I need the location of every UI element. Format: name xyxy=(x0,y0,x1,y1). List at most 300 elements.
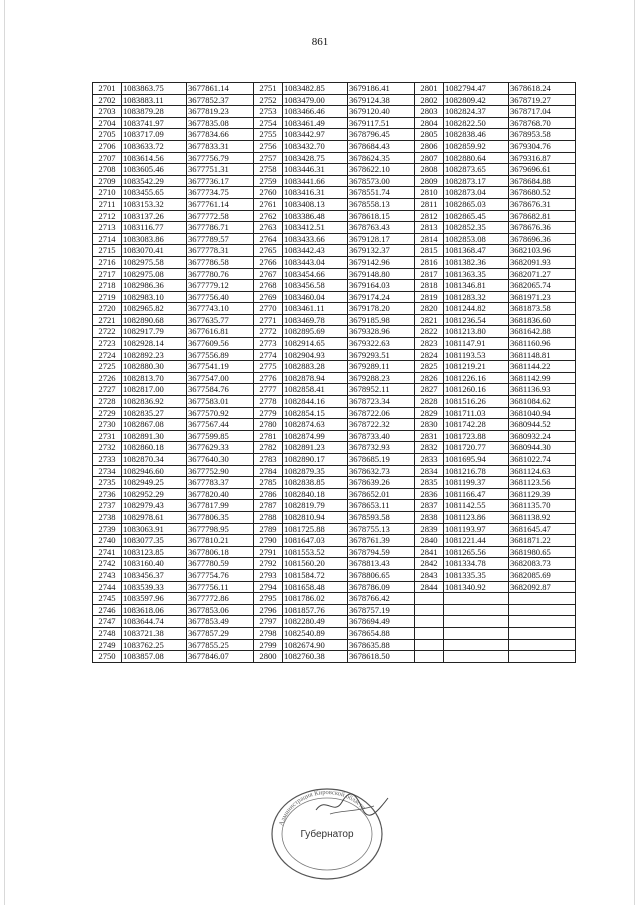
y-coordinate-cell: 3679132.37 xyxy=(348,245,415,257)
table-row xyxy=(93,569,576,581)
x-coordinate-cell: 1082794.47 xyxy=(444,83,509,95)
y-coordinate-cell: 3678755.13 xyxy=(348,523,415,535)
scan-edge-right xyxy=(634,0,635,905)
point-number-cell: 2792 xyxy=(254,558,283,570)
y-coordinate-cell: 3681836.60 xyxy=(509,314,576,326)
y-coordinate-cell: 3681142.99 xyxy=(509,372,576,384)
y-coordinate-cell: 3678635.88 xyxy=(348,639,415,651)
point-number-cell: 2727 xyxy=(93,384,122,396)
point-number-cell: 2733 xyxy=(93,454,122,466)
x-coordinate-cell: 1081711.03 xyxy=(444,407,509,419)
y-coordinate-cell: 3679117.51 xyxy=(348,117,415,129)
y-coordinate-cell: 3678680.52 xyxy=(509,187,576,199)
y-coordinate-cell: 3678719.27 xyxy=(509,94,576,106)
point-number-cell: 2758 xyxy=(254,164,283,176)
table-row xyxy=(93,338,576,350)
point-number-cell: 2708 xyxy=(93,164,122,176)
x-coordinate-cell: 1083428.75 xyxy=(283,152,348,164)
x-coordinate-cell: 1083883.11 xyxy=(122,94,187,106)
y-coordinate-cell: 3678652.01 xyxy=(348,488,415,500)
y-coordinate-cell: 3677756.79 xyxy=(187,152,254,164)
x-coordinate-cell: 1083614.56 xyxy=(122,152,187,164)
point-number-cell: 2809 xyxy=(415,175,444,187)
point-number-cell: 2754 xyxy=(254,117,283,129)
x-coordinate-cell: 1081244.82 xyxy=(444,303,509,315)
y-coordinate-cell: 3677635.77 xyxy=(187,314,254,326)
point-number-cell: 2824 xyxy=(415,349,444,361)
y-coordinate-cell: 3678593.58 xyxy=(348,511,415,523)
point-number-cell: 2786 xyxy=(254,488,283,500)
y-coordinate-cell: 3681645.47 xyxy=(509,523,576,535)
x-coordinate-cell: 1083412.51 xyxy=(283,222,348,234)
point-number-cell: 2709 xyxy=(93,175,122,187)
x-coordinate-cell: 1082824.37 xyxy=(444,106,509,118)
point-number-cell: 2728 xyxy=(93,396,122,408)
x-coordinate-cell: 1082865.03 xyxy=(444,198,509,210)
point-number-cell: 2787 xyxy=(254,500,283,512)
point-number-cell: 2704 xyxy=(93,117,122,129)
table-row xyxy=(93,407,576,419)
point-number-cell xyxy=(415,593,444,605)
x-coordinate-cell: 1081725.88 xyxy=(283,523,348,535)
point-number-cell: 2768 xyxy=(254,280,283,292)
point-number-cell: 2837 xyxy=(415,500,444,512)
y-coordinate-cell: 3677833.31 xyxy=(187,140,254,152)
y-coordinate-cell: 3678624.35 xyxy=(348,152,415,164)
y-coordinate-cell: 3677779.12 xyxy=(187,280,254,292)
x-coordinate-cell xyxy=(444,627,509,639)
x-coordinate-cell: 1083123.85 xyxy=(122,546,187,558)
x-coordinate-cell: 1081147.91 xyxy=(444,338,509,350)
x-coordinate-cell: 1082760.38 xyxy=(283,651,348,663)
x-coordinate-cell: 1081142.55 xyxy=(444,500,509,512)
point-number-cell: 2725 xyxy=(93,361,122,373)
point-number-cell: 2703 xyxy=(93,106,122,118)
point-number-cell: 2844 xyxy=(415,581,444,593)
point-number-cell: 2761 xyxy=(254,198,283,210)
x-coordinate-cell: 1083441.66 xyxy=(283,175,348,187)
x-coordinate-cell: 1083160.40 xyxy=(122,558,187,570)
y-coordinate-cell: 3678676.36 xyxy=(509,222,576,234)
point-number-cell: 2718 xyxy=(93,280,122,292)
x-coordinate-cell: 1083442.97 xyxy=(283,129,348,141)
point-number-cell: 2780 xyxy=(254,419,283,431)
y-coordinate-cell: 3679328.96 xyxy=(348,326,415,338)
point-number-cell: 2793 xyxy=(254,569,283,581)
y-coordinate-cell: 3677584.76 xyxy=(187,384,254,396)
table-row xyxy=(93,361,576,373)
x-coordinate-cell: 1083386.48 xyxy=(283,210,348,222)
point-number-cell: 2812 xyxy=(415,210,444,222)
table-row xyxy=(93,627,576,639)
x-coordinate-cell: 1082813.70 xyxy=(122,372,187,384)
x-coordinate-cell: 1083083.86 xyxy=(122,233,187,245)
x-coordinate-cell: 1082891.23 xyxy=(283,442,348,454)
x-coordinate-cell: 1083137.26 xyxy=(122,210,187,222)
point-number-cell: 2831 xyxy=(415,430,444,442)
y-coordinate-cell: 3677786.58 xyxy=(187,256,254,268)
y-coordinate-cell: 3677817.99 xyxy=(187,500,254,512)
point-number-cell: 2782 xyxy=(254,442,283,454)
point-number-cell: 2738 xyxy=(93,511,122,523)
point-number-cell: 2743 xyxy=(93,569,122,581)
x-coordinate-cell: 1083542.29 xyxy=(122,175,187,187)
y-coordinate-cell: 3681135.70 xyxy=(509,500,576,512)
y-coordinate-cell: 3677752.90 xyxy=(187,465,254,477)
y-coordinate-cell: 3678786.09 xyxy=(348,581,415,593)
point-number-cell: 2711 xyxy=(93,198,122,210)
point-number-cell: 2803 xyxy=(415,106,444,118)
y-coordinate-cell xyxy=(509,593,576,605)
point-number-cell: 2789 xyxy=(254,523,283,535)
x-coordinate-cell: 1083879.28 xyxy=(122,106,187,118)
point-number-cell: 2724 xyxy=(93,349,122,361)
y-coordinate-cell xyxy=(509,651,576,663)
point-number-cell: 2737 xyxy=(93,500,122,512)
point-number-cell: 2788 xyxy=(254,511,283,523)
y-coordinate-cell: 3678763.43 xyxy=(348,222,415,234)
point-number-cell: 2810 xyxy=(415,187,444,199)
x-coordinate-cell: 1081221.44 xyxy=(444,535,509,547)
x-coordinate-cell: 1083469.78 xyxy=(283,314,348,326)
point-number-cell: 2701 xyxy=(93,83,122,95)
x-coordinate-cell: 1083857.08 xyxy=(122,651,187,663)
point-number-cell: 2757 xyxy=(254,152,283,164)
y-coordinate-cell: 3677772.58 xyxy=(187,210,254,222)
y-coordinate-cell: 3681971.23 xyxy=(509,291,576,303)
x-coordinate-cell: 1083717.09 xyxy=(122,129,187,141)
point-number-cell: 2751 xyxy=(254,83,283,95)
table-row xyxy=(93,268,576,280)
seal-ring-text: Администрация Кировской области xyxy=(278,788,367,827)
y-coordinate-cell: 3681160.96 xyxy=(509,338,576,350)
table-row xyxy=(93,500,576,512)
table-row xyxy=(93,280,576,292)
point-number-cell: 2770 xyxy=(254,303,283,315)
x-coordinate-cell: 1082890.68 xyxy=(122,314,187,326)
point-number-cell: 2772 xyxy=(254,326,283,338)
x-coordinate-cell: 1081265.56 xyxy=(444,546,509,558)
point-number-cell xyxy=(415,616,444,628)
y-coordinate-cell: 3677547.00 xyxy=(187,372,254,384)
table-row xyxy=(93,546,576,558)
x-coordinate-cell: 1081216.78 xyxy=(444,465,509,477)
x-coordinate-cell: 1082986.36 xyxy=(122,280,187,292)
y-coordinate-cell: 3677736.17 xyxy=(187,175,254,187)
x-coordinate-cell: 1082854.15 xyxy=(283,407,348,419)
point-number-cell: 2826 xyxy=(415,372,444,384)
point-number-cell: 2746 xyxy=(93,604,122,616)
point-number-cell: 2776 xyxy=(254,372,283,384)
point-number-cell: 2740 xyxy=(93,535,122,547)
x-coordinate-cell: 1081193.97 xyxy=(444,523,509,535)
x-coordinate-cell: 1082859.92 xyxy=(444,140,509,152)
point-number-cell: 2710 xyxy=(93,187,122,199)
x-coordinate-cell: 1081382.36 xyxy=(444,256,509,268)
x-coordinate-cell: 1083633.72 xyxy=(122,140,187,152)
point-number-cell: 2800 xyxy=(254,651,283,663)
x-coordinate-cell: 1082879.35 xyxy=(283,465,348,477)
point-number-cell: 2731 xyxy=(93,430,122,442)
table-row xyxy=(93,488,576,500)
y-coordinate-cell: 3681148.81 xyxy=(509,349,576,361)
y-coordinate-cell: 3681871.22 xyxy=(509,535,576,547)
x-coordinate-cell: 1082674.90 xyxy=(283,639,348,651)
point-number-cell: 2716 xyxy=(93,256,122,268)
table-row xyxy=(93,442,576,454)
y-coordinate-cell xyxy=(509,639,576,651)
x-coordinate-cell: 1081193.53 xyxy=(444,349,509,361)
table-row xyxy=(93,349,576,361)
x-coordinate-cell xyxy=(444,593,509,605)
y-coordinate-cell: 3679128.17 xyxy=(348,233,415,245)
table-row xyxy=(93,256,576,268)
x-coordinate-cell: 1082917.79 xyxy=(122,326,187,338)
table-row xyxy=(93,558,576,570)
y-coordinate-cell: 3678676.31 xyxy=(509,198,576,210)
point-number-cell: 2817 xyxy=(415,268,444,280)
table-row xyxy=(93,511,576,523)
x-coordinate-cell: 1081283.32 xyxy=(444,291,509,303)
y-coordinate-cell xyxy=(509,627,576,639)
scan-edge-left xyxy=(4,0,5,905)
x-coordinate-cell: 1082853.08 xyxy=(444,233,509,245)
x-coordinate-cell: 1083456.37 xyxy=(122,569,187,581)
x-coordinate-cell: 1083432.70 xyxy=(283,140,348,152)
table-row xyxy=(93,291,576,303)
y-coordinate-cell: 3677754.76 xyxy=(187,569,254,581)
point-number-cell: 2715 xyxy=(93,245,122,257)
x-coordinate-cell: 1083456.58 xyxy=(283,280,348,292)
y-coordinate-cell: 3677772.86 xyxy=(187,593,254,605)
point-number-cell: 2807 xyxy=(415,152,444,164)
point-number-cell: 2705 xyxy=(93,129,122,141)
point-number-cell: 2785 xyxy=(254,477,283,489)
table-row xyxy=(93,477,576,489)
table-row xyxy=(93,94,576,106)
x-coordinate-cell: 1082883.28 xyxy=(283,361,348,373)
y-coordinate-cell: 3679293.51 xyxy=(348,349,415,361)
x-coordinate-cell: 1082852.35 xyxy=(444,222,509,234)
x-coordinate-cell: 1081346.81 xyxy=(444,280,509,292)
x-coordinate-cell: 1082891.30 xyxy=(122,430,187,442)
point-number-cell: 2712 xyxy=(93,210,122,222)
point-number-cell: 2799 xyxy=(254,639,283,651)
y-coordinate-cell: 3682085.69 xyxy=(509,569,576,581)
table-row xyxy=(93,152,576,164)
x-coordinate-cell xyxy=(444,651,509,663)
y-coordinate-cell: 3678794.59 xyxy=(348,546,415,558)
y-coordinate-cell: 3679142.96 xyxy=(348,256,415,268)
x-coordinate-cell: 1082928.14 xyxy=(122,338,187,350)
point-number-cell: 2830 xyxy=(415,419,444,431)
point-number-cell: 2706 xyxy=(93,140,122,152)
y-coordinate-cell: 3678632.73 xyxy=(348,465,415,477)
x-coordinate-cell: 1082949.25 xyxy=(122,477,187,489)
point-number-cell: 2781 xyxy=(254,430,283,442)
point-number-cell: 2732 xyxy=(93,442,122,454)
x-coordinate-cell: 1082809.42 xyxy=(444,94,509,106)
point-number-cell: 2814 xyxy=(415,233,444,245)
point-number-cell: 2747 xyxy=(93,616,122,628)
y-coordinate-cell: 3678722.32 xyxy=(348,419,415,431)
point-number-cell: 2763 xyxy=(254,222,283,234)
x-coordinate-cell: 1083153.32 xyxy=(122,198,187,210)
x-coordinate-cell: 1082890.17 xyxy=(283,454,348,466)
x-coordinate-cell: 1083443.04 xyxy=(283,256,348,268)
page-number: 861 xyxy=(311,36,329,48)
y-coordinate-cell: 3679304.76 xyxy=(509,140,576,152)
y-coordinate-cell: 3678722.06 xyxy=(348,407,415,419)
point-number-cell: 2748 xyxy=(93,627,122,639)
point-number-cell: 2735 xyxy=(93,477,122,489)
point-number-cell: 2797 xyxy=(254,616,283,628)
x-coordinate-cell: 1082878.94 xyxy=(283,372,348,384)
x-coordinate-cell: 1082810.94 xyxy=(283,511,348,523)
y-coordinate-cell: 3680944.52 xyxy=(509,419,576,431)
y-coordinate-cell: 3677609.56 xyxy=(187,338,254,350)
x-coordinate-cell: 1083644.74 xyxy=(122,616,187,628)
seal-center-text: Губернатор xyxy=(300,829,354,840)
y-coordinate-cell: 3679164.03 xyxy=(348,280,415,292)
x-coordinate-cell: 1082914.65 xyxy=(283,338,348,350)
x-coordinate-cell: 1082975.08 xyxy=(122,268,187,280)
x-coordinate-cell: 1082858.41 xyxy=(283,384,348,396)
table-row xyxy=(93,454,576,466)
point-number-cell: 2713 xyxy=(93,222,122,234)
x-coordinate-cell: 1081368.47 xyxy=(444,245,509,257)
y-coordinate-cell: 3678622.10 xyxy=(348,164,415,176)
x-coordinate-cell: 1083597.96 xyxy=(122,593,187,605)
x-coordinate-cell: 1081658.48 xyxy=(283,581,348,593)
y-coordinate-cell: 3679178.20 xyxy=(348,303,415,315)
table-row xyxy=(93,222,576,234)
x-coordinate-cell: 1081723.88 xyxy=(444,430,509,442)
y-coordinate-cell: 3679174.24 xyxy=(348,291,415,303)
point-number-cell: 2833 xyxy=(415,454,444,466)
y-coordinate-cell: 3677806.35 xyxy=(187,511,254,523)
y-coordinate-cell: 3678639.26 xyxy=(348,477,415,489)
y-coordinate-cell: 3677743.10 xyxy=(187,303,254,315)
x-coordinate-cell: 1081363.35 xyxy=(444,268,509,280)
x-coordinate-cell: 1083460.04 xyxy=(283,291,348,303)
table-row xyxy=(93,639,576,651)
x-coordinate-cell: 1082836.92 xyxy=(122,396,187,408)
point-number-cell: 2765 xyxy=(254,245,283,257)
y-coordinate-cell: 3681873.58 xyxy=(509,303,576,315)
point-number-cell: 2818 xyxy=(415,280,444,292)
y-coordinate-cell: 3679120.40 xyxy=(348,106,415,118)
y-coordinate-cell: 3678618.24 xyxy=(509,83,576,95)
x-coordinate-cell: 1082835.27 xyxy=(122,407,187,419)
table-row xyxy=(93,245,576,257)
point-number-cell: 2774 xyxy=(254,349,283,361)
x-coordinate-cell: 1083721.38 xyxy=(122,627,187,639)
y-coordinate-cell: 3682065.74 xyxy=(509,280,576,292)
point-number-cell: 2820 xyxy=(415,303,444,315)
y-coordinate-cell: 3680944.30 xyxy=(509,442,576,454)
y-coordinate-cell: 3678685.19 xyxy=(348,454,415,466)
y-coordinate-cell: 3679322.63 xyxy=(348,338,415,350)
point-number-cell: 2764 xyxy=(254,233,283,245)
x-coordinate-cell: 1081742.28 xyxy=(444,419,509,431)
x-coordinate-cell: 1081123.86 xyxy=(444,511,509,523)
table-row xyxy=(93,326,576,338)
x-coordinate-cell: 1081199.37 xyxy=(444,477,509,489)
x-coordinate-cell: 1083455.65 xyxy=(122,187,187,199)
x-coordinate-cell: 1083863.75 xyxy=(122,83,187,95)
table-row xyxy=(93,430,576,442)
x-coordinate-cell: 1081260.16 xyxy=(444,384,509,396)
y-coordinate-cell: 3678694.49 xyxy=(348,616,415,628)
y-coordinate-cell: 3681084.62 xyxy=(509,396,576,408)
x-coordinate-cell: 1082819.79 xyxy=(283,500,348,512)
x-coordinate-cell: 1081786.02 xyxy=(283,593,348,605)
y-coordinate-cell: 3677567.44 xyxy=(187,419,254,431)
point-number-cell: 2707 xyxy=(93,152,122,164)
x-coordinate-cell: 1081334.78 xyxy=(444,558,509,570)
x-coordinate-cell: 1083539.33 xyxy=(122,581,187,593)
y-coordinate-cell: 3678654.88 xyxy=(348,627,415,639)
x-coordinate-cell: 1082873.65 xyxy=(444,164,509,176)
y-coordinate-cell: 3677756.11 xyxy=(187,581,254,593)
point-number-cell: 2827 xyxy=(415,384,444,396)
y-coordinate-cell: 3677853.06 xyxy=(187,604,254,616)
y-coordinate-cell: 3678682.81 xyxy=(509,210,576,222)
point-number-cell: 2784 xyxy=(254,465,283,477)
point-number-cell: 2779 xyxy=(254,407,283,419)
x-coordinate-cell: 1083605.46 xyxy=(122,164,187,176)
y-coordinate-cell: 3678806.65 xyxy=(348,569,415,581)
x-coordinate-cell xyxy=(444,616,509,628)
table-row xyxy=(93,581,576,593)
y-coordinate-cell: 3681022.74 xyxy=(509,454,576,466)
y-coordinate-cell: 3677616.81 xyxy=(187,326,254,338)
coordinates-table xyxy=(92,82,576,663)
x-coordinate-cell: 1083416.31 xyxy=(283,187,348,199)
table-row xyxy=(93,117,576,129)
point-number-cell: 2841 xyxy=(415,546,444,558)
y-coordinate-cell: 3681129.39 xyxy=(509,488,576,500)
point-number-cell: 2771 xyxy=(254,314,283,326)
y-coordinate-cell: 3677756.40 xyxy=(187,291,254,303)
y-coordinate-cell: 3682092.87 xyxy=(509,581,576,593)
point-number-cell: 2719 xyxy=(93,291,122,303)
point-number-cell: 2778 xyxy=(254,396,283,408)
x-coordinate-cell: 1082873.17 xyxy=(444,175,509,187)
point-number-cell: 2739 xyxy=(93,523,122,535)
y-coordinate-cell: 3677783.37 xyxy=(187,477,254,489)
point-number-cell: 2790 xyxy=(254,535,283,547)
y-coordinate-cell xyxy=(509,604,576,616)
y-coordinate-cell: 3678618.50 xyxy=(348,651,415,663)
y-coordinate-cell: 3681123.56 xyxy=(509,477,576,489)
x-coordinate-cell: 1082952.29 xyxy=(122,488,187,500)
y-coordinate-cell: 3681040.94 xyxy=(509,407,576,419)
point-number-cell: 2821 xyxy=(415,314,444,326)
point-number-cell: 2742 xyxy=(93,558,122,570)
y-coordinate-cell: 3678796.45 xyxy=(348,129,415,141)
y-coordinate-cell: 3678717.04 xyxy=(509,106,576,118)
point-number-cell: 2729 xyxy=(93,407,122,419)
x-coordinate-cell: 1082874.63 xyxy=(283,419,348,431)
point-number-cell: 2760 xyxy=(254,187,283,199)
y-coordinate-cell: 3678653.11 xyxy=(348,500,415,512)
x-coordinate-cell: 1082983.10 xyxy=(122,291,187,303)
point-number-cell: 2819 xyxy=(415,291,444,303)
x-coordinate-cell: 1081695.94 xyxy=(444,454,509,466)
point-number-cell: 2783 xyxy=(254,454,283,466)
